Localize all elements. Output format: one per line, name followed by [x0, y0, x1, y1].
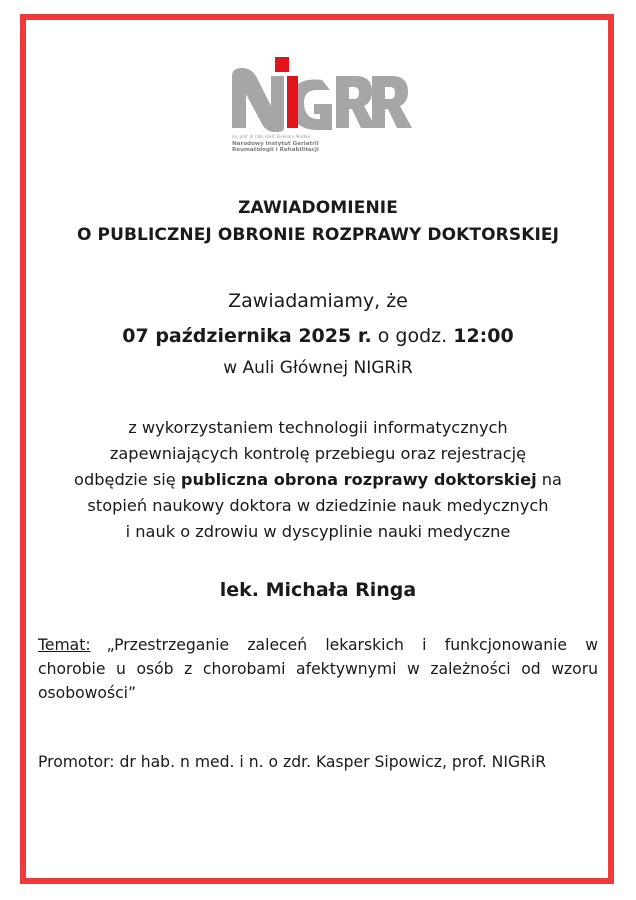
logo-subtitle: im. prof. dr hab. med. Eleonory Reicher Narodowy Instytut Geriatrii Reumatologii i Rehabilitacji	[232, 134, 319, 153]
intro-text: Zawiadamiamy, że	[228, 290, 408, 312]
defense-date: 07 października 2025 r.	[122, 325, 372, 347]
candidate-name: lek. Michała Ringa	[219, 579, 417, 601]
announcement-body	[20, 415, 616, 545]
body-line: odbędzie się publiczna obrona rozprawy doktorskiej na	[74, 470, 562, 489]
institute-logo	[232, 54, 412, 174]
topic-label: Temat:	[38, 636, 91, 654]
document-title: ZAWIADOMIENIE	[238, 198, 398, 218]
logo-mark	[232, 54, 412, 139]
document-subtitle: O PUBLICZNEJ OBRONIE ROZPRAWY DOKTORSKIEJ	[76, 225, 560, 245]
time-prefix: o godz.	[371, 325, 454, 347]
date-line	[20, 325, 616, 347]
body-line: i nauk o zdrowiu w dyscyplinie nauki medyczne	[125, 522, 511, 541]
topic-text: „Przestrzeganie zaleceń lekarskich i funkcjonowanie w chorobie u osób z chorobami afektywnymi w zależności od wzoru osobowości”	[38, 636, 598, 702]
defense-time: 12:00	[453, 325, 514, 347]
thesis-topic	[38, 633, 598, 705]
defense-place: w Auli Głównej NIGRiR	[223, 358, 413, 378]
body-line: stopień naukowy doktora w dziedzinie nauk medycznych	[87, 496, 549, 515]
defense-type: publiczna obrona rozprawy doktorskiej	[180, 470, 537, 489]
body-line: zapewniających kontrolę przebiegu oraz rejestrację	[109, 444, 527, 463]
promotor-line: Promotor: dr hab. n med. i n. o zdr. Kasper Sipowicz, prof. NIGRiR	[38, 753, 547, 771]
body-line: z wykorzystaniem technologii informatycznych	[128, 418, 508, 437]
